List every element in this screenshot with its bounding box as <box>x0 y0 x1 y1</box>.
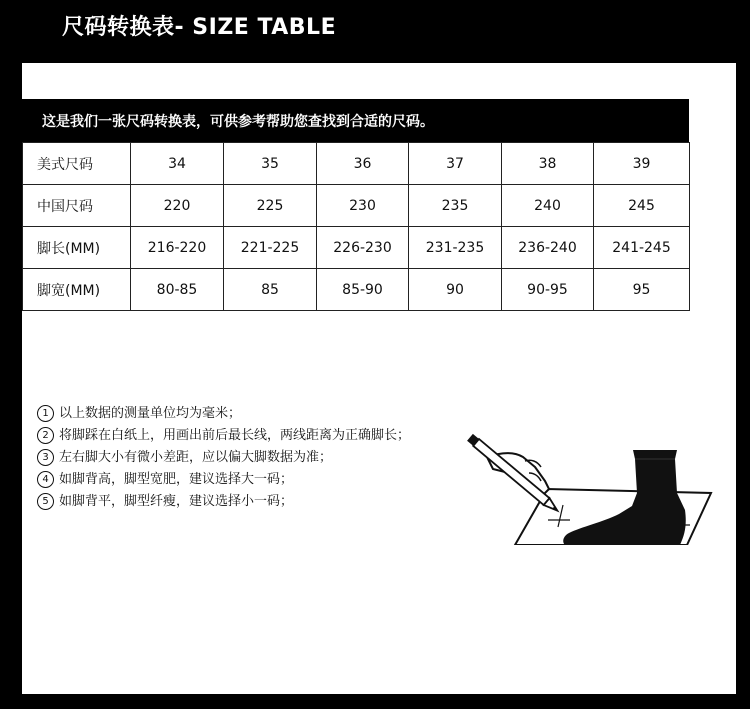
note-item <box>37 447 410 469</box>
table-cell: 241-245 <box>594 227 690 269</box>
measurement-notes <box>37 403 410 513</box>
table-cell: 37 <box>409 143 502 185</box>
table-cell: 85-90 <box>317 269 409 311</box>
table-row <box>23 269 690 311</box>
note-item <box>37 491 410 513</box>
table-cell: 35 <box>224 143 317 185</box>
table-cell: 231-235 <box>409 227 502 269</box>
table-cell: 235 <box>409 185 502 227</box>
table-cell: 34 <box>131 143 224 185</box>
note-item <box>37 469 410 491</box>
row-label: 中国尺码 <box>23 185 131 227</box>
note-number: 2 <box>37 427 54 444</box>
banner-text: 这是我们一张尺码转换表，可供参考帮助您查找到合适的尺码。 <box>42 114 434 130</box>
note-number: 4 <box>37 471 54 488</box>
table-row <box>23 185 690 227</box>
note-number: 3 <box>37 449 54 466</box>
row-label: 脚宽(MM) <box>23 269 131 311</box>
table-cell: 221-225 <box>224 227 317 269</box>
foot-measuring-icon <box>465 375 715 545</box>
note-text: 如脚背高，脚型宽肥，建议选择大一码； <box>59 472 294 487</box>
table-cell: 38 <box>502 143 594 185</box>
table-cell: 226-230 <box>317 227 409 269</box>
table-cell: 36 <box>317 143 409 185</box>
table-cell: 39 <box>594 143 690 185</box>
table-cell: 240 <box>502 185 594 227</box>
table-row <box>23 227 690 269</box>
table-cell: 245 <box>594 185 690 227</box>
table-banner <box>22 99 689 142</box>
note-number: 5 <box>37 493 54 510</box>
table-cell: 90-95 <box>502 269 594 311</box>
note-text: 将脚踩在白纸上，用画出前后最长线，两线距离为正确脚长； <box>59 428 411 443</box>
table-cell: 90 <box>409 269 502 311</box>
note-text: 左右脚大小有微小差距，应以偏大脚数据为准； <box>59 450 333 465</box>
size-table <box>22 142 690 311</box>
table-cell: 236-240 <box>502 227 594 269</box>
note-item <box>37 425 410 447</box>
note-text: 以上数据的测量单位均为毫米； <box>59 406 242 421</box>
row-label: 脚长(MM) <box>23 227 131 269</box>
page-title: 尺码转换表- SIZE TABLE <box>62 15 337 40</box>
table-cell: 80-85 <box>131 269 224 311</box>
table-cell: 225 <box>224 185 317 227</box>
table-cell: 216-220 <box>131 227 224 269</box>
note-number: 1 <box>37 405 54 422</box>
table-row <box>23 143 690 185</box>
table-cell: 220 <box>131 185 224 227</box>
table-cell: 230 <box>317 185 409 227</box>
table-cell: 85 <box>224 269 317 311</box>
row-label: 美式尺码 <box>23 143 131 185</box>
table-cell: 95 <box>594 269 690 311</box>
note-item <box>37 403 410 425</box>
page-header <box>0 0 750 63</box>
note-text: 如脚背平，脚型纤瘦，建议选择小一码； <box>59 494 294 509</box>
